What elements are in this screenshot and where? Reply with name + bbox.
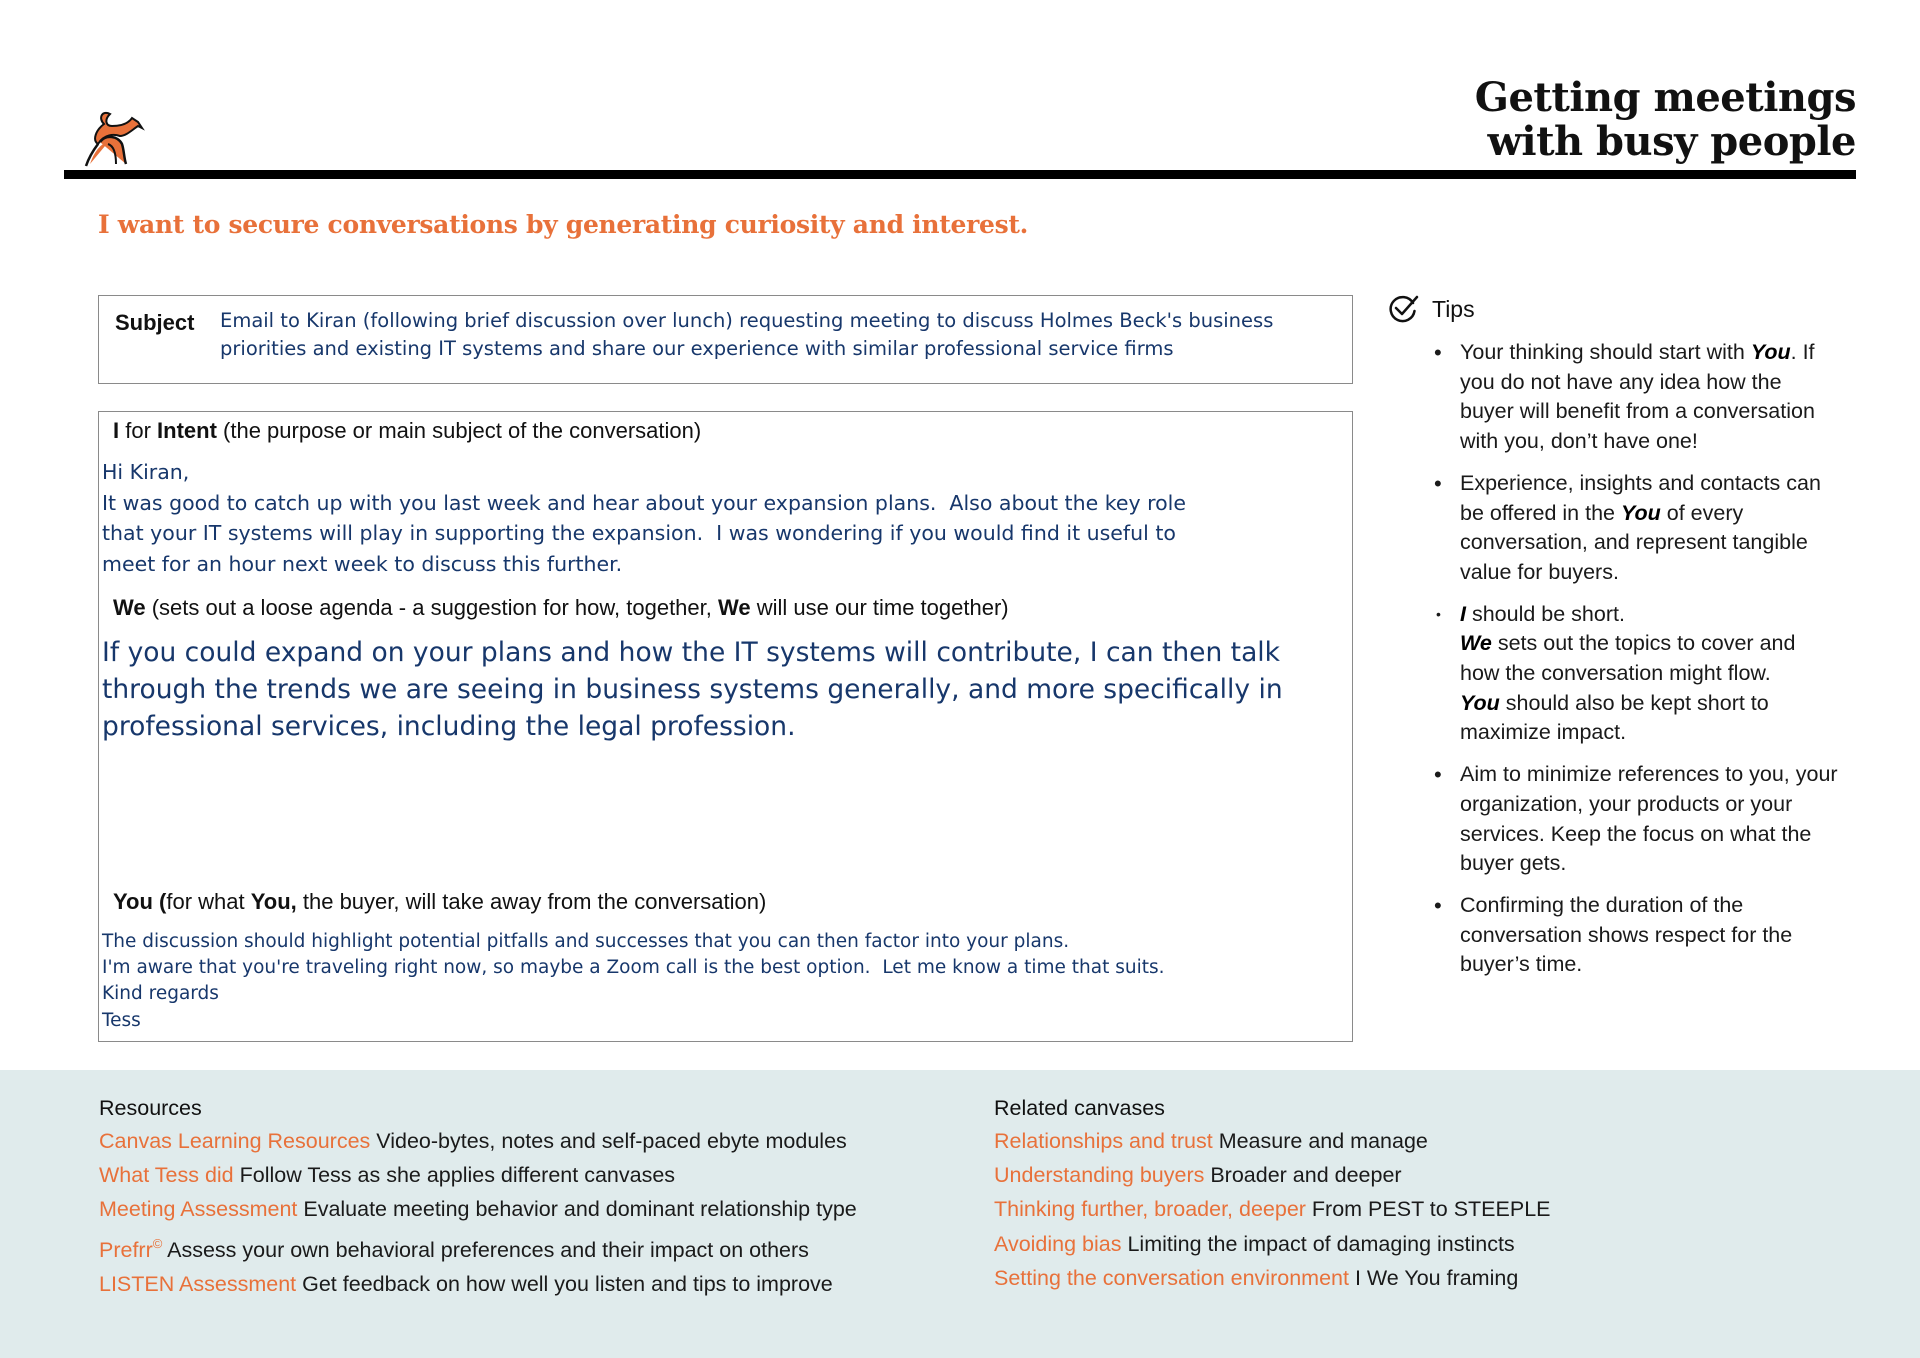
tips-title: Tips xyxy=(1432,295,1475,322)
subject-text[interactable]: Email to Kiran (following brief discussion over lunch) requesting meeting to discuss Holmes Beck's business priorities and existing IT systems and share our experience with similar professional service firms xyxy=(220,309,1274,360)
you-heading xyxy=(113,889,766,915)
tip-text: should be short. xyxy=(1465,601,1625,626)
you-heading-you: You ( xyxy=(113,889,167,914)
we-heading-desc: (sets out a loose agenda - a suggestion for how, together, xyxy=(145,595,718,620)
subject-box xyxy=(98,295,1353,384)
copyright-mark: © xyxy=(152,1235,163,1251)
bullet-icon: • xyxy=(1434,340,1442,365)
resource-desc: Evaluate meeting behavior and dominant relationship type xyxy=(297,1197,857,1222)
tip-text: Aim to minimize references to you, your organization, your products or your services. Keep the focus on what the buyer gets. xyxy=(1460,762,1838,876)
tip-emphasis: I xyxy=(1460,601,1466,626)
tip-item xyxy=(1388,600,1838,749)
related-canvases-heading: Related canvases xyxy=(994,1096,1165,1120)
email-line: that your IT systems will play in supporting the expansion. I was wondering if you would find it useful to xyxy=(102,521,1176,545)
tip-text: should also be kept short to maximize impact. xyxy=(1460,690,1769,745)
email-line: Tess xyxy=(102,1009,141,1031)
resource-link[interactable]: What Tess did xyxy=(99,1163,234,1188)
you-heading-desc-2: the buyer, will take away from the conversation) xyxy=(296,889,767,914)
resource-desc: Follow Tess as she applies different canvases xyxy=(233,1163,676,1188)
email-line: Kind regards xyxy=(102,983,219,1005)
tip-text: . If you do not have any idea how the buyer will benefit from a conversation with you, don’t have one! xyxy=(1460,340,1815,454)
we-heading-we: We xyxy=(113,595,146,620)
header-divider xyxy=(64,170,1856,179)
tip-text: Experience, insights and contacts can be offered in the xyxy=(1460,470,1821,525)
related-link[interactable]: Setting the conversation environment xyxy=(994,1265,1349,1290)
tip-text: Confirming the duration of the conversation shows respect for the buyer’s time. xyxy=(1460,892,1793,977)
intent-heading-intent: Intent xyxy=(157,418,217,443)
bullet-icon: • xyxy=(1434,892,1442,918)
resource-link[interactable]: Canvas Learning Resources xyxy=(99,1129,371,1153)
related-desc: Limiting the impact of damaging instincts xyxy=(1121,1231,1515,1256)
tip-item xyxy=(1388,891,1838,980)
intent-heading xyxy=(113,418,701,444)
email-line: The discussion should highlight potential pitfalls and successes that you can then factor into your plans. xyxy=(102,931,1070,952)
bullet-icon: • xyxy=(1434,470,1442,496)
email-line: Hi Kiran, xyxy=(102,460,190,484)
email-line: meet for an hour next week to discuss this further. xyxy=(102,551,623,576)
related-desc: Measure and manage xyxy=(1212,1129,1428,1153)
email-line: It was good to catch up with you last week and hear about your expansion plans. Also about the key role xyxy=(102,490,1186,515)
resource-link[interactable]: LISTEN Assessment xyxy=(99,1271,297,1296)
tip-item xyxy=(1388,338,1838,457)
related-link[interactable]: Understanding buyers xyxy=(994,1163,1205,1188)
email-line: I'm aware that you're traveling right now, so maybe a Zoom call is the best option. Let me know a time that suits. xyxy=(102,957,1165,979)
tip-emphasis: We xyxy=(1460,631,1492,656)
email-line: If you could expand on your plans and how the IT systems will contribute, I can then talk xyxy=(102,637,1281,668)
intent-heading-i: I xyxy=(113,418,120,443)
resource-desc: Get feedback on how well you listen and tips to improve xyxy=(296,1271,833,1296)
you-heading-you-2: You, xyxy=(250,889,297,914)
bullet-icon: • xyxy=(1434,762,1442,788)
you-heading-desc: for what xyxy=(166,889,251,914)
related-item xyxy=(994,1192,1551,1226)
tips-header xyxy=(1388,294,1838,324)
intent-heading-desc: (the purpose or main subject of the conversation) xyxy=(216,418,702,443)
resources-heading: Resources xyxy=(99,1096,202,1120)
resource-item xyxy=(99,1158,857,1192)
resource-desc: Assess your own behavioral preferences and their impact on others xyxy=(162,1237,809,1262)
you-email-text[interactable] xyxy=(102,929,1348,1034)
resource-link[interactable]: Prefrr xyxy=(99,1237,153,1262)
tips-panel xyxy=(1388,294,1838,992)
we-heading-we-2: We xyxy=(718,595,751,620)
resource-desc: Video-bytes, notes and self-paced ebyte modules xyxy=(370,1129,847,1153)
related-item xyxy=(994,1227,1551,1261)
footer xyxy=(0,1070,1920,1358)
intent-heading-for: for xyxy=(119,418,158,443)
check-circle-icon xyxy=(1388,294,1422,324)
intent-email-text[interactable] xyxy=(102,457,1348,579)
i-we-you-box xyxy=(98,411,1353,1042)
bullet-icon: • xyxy=(1436,605,1441,622)
tip-text: sets out the topics to cover and how the conversation might flow. xyxy=(1460,631,1796,686)
tip-text: of every conversation, and represent tangible value for buyers. xyxy=(1460,500,1808,584)
tip-item xyxy=(1388,469,1838,588)
page-title-line-2: with busy people xyxy=(1487,118,1856,165)
page-title xyxy=(1475,76,1856,164)
related-item xyxy=(994,1158,1551,1192)
we-heading xyxy=(113,595,1009,621)
resource-item xyxy=(99,1192,857,1226)
related-item xyxy=(994,1124,1551,1158)
resource-link[interactable]: Meeting Assessment xyxy=(99,1197,298,1222)
resource-item xyxy=(99,1227,857,1267)
related-link[interactable]: Thinking further, broader, deeper xyxy=(994,1197,1306,1222)
tip-item xyxy=(1388,760,1838,879)
related-item xyxy=(994,1261,1551,1295)
related-link[interactable]: Avoiding bias xyxy=(994,1231,1122,1256)
tip-emphasis: You xyxy=(1460,690,1500,715)
tip-emphasis: You xyxy=(1620,500,1661,525)
tip-emphasis: You xyxy=(1750,340,1791,364)
email-line: through the trends we are seeing in business systems generally, and more specifically in xyxy=(102,674,1283,705)
page-title-line-1: Getting meetings xyxy=(1474,74,1856,121)
related-link[interactable]: Relationships and trust xyxy=(994,1129,1213,1153)
subject-label: Subject xyxy=(115,310,195,335)
tips-list xyxy=(1388,338,1838,980)
resource-item xyxy=(99,1124,857,1158)
we-email-text[interactable] xyxy=(102,634,1348,745)
resources-section xyxy=(99,1092,857,1301)
related-desc: I We You framing xyxy=(1348,1265,1519,1290)
related-desc: Broader and deeper xyxy=(1204,1163,1402,1188)
email-line: professional services, including the legal profession. xyxy=(102,711,796,742)
goal-statement: I want to secure conversations by generating curiosity and interest. xyxy=(98,210,1028,239)
related-canvases-section xyxy=(994,1092,1551,1295)
resource-item xyxy=(99,1267,857,1301)
tip-text: Your thinking should start with xyxy=(1460,340,1751,364)
related-desc: From PEST to STEEPLE xyxy=(1305,1197,1551,1222)
we-heading-desc-2: will use our time together) xyxy=(750,595,1009,620)
fox-logo-icon xyxy=(80,104,146,168)
